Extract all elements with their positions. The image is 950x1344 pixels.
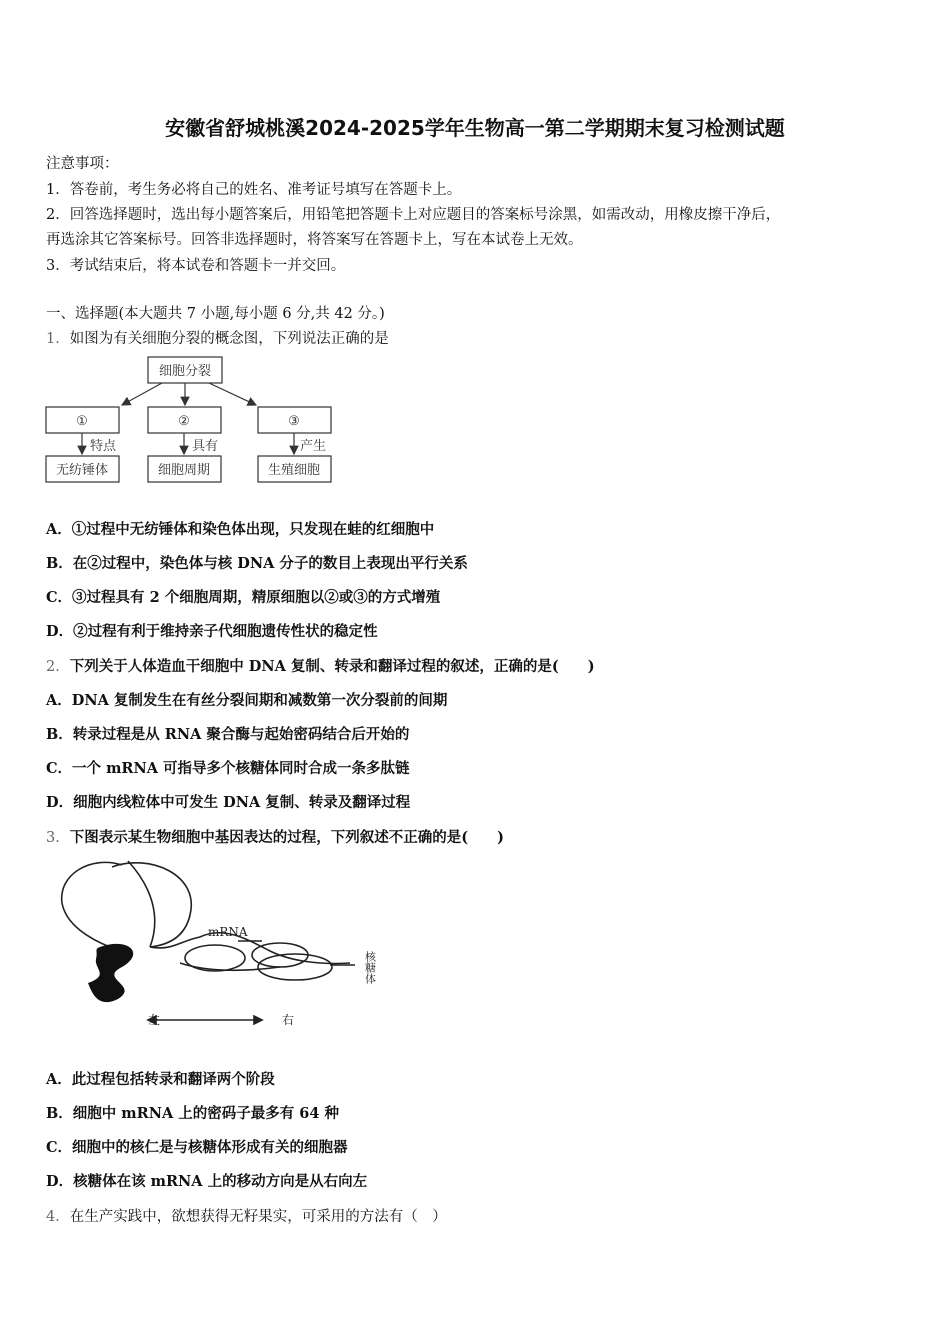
ribosome-shape — [258, 954, 332, 980]
option-c: C．③过程具有 2 个细胞周期，精原细胞以②或③的方式增殖 — [46, 589, 441, 606]
question-4-stem — [46, 1205, 447, 1226]
option-b: B．细胞中 mRNA 上的密码子最多有 64 种 — [46, 1105, 340, 1122]
option-a: A．DNA 复制发生在有丝分裂间期和减数第一次分裂前的间期 — [46, 692, 448, 709]
dna-loop — [112, 863, 191, 947]
diagram-leaf-label: 细胞周期 — [157, 463, 211, 478]
diagram-edge-label: 特点 — [90, 439, 117, 454]
option-b: B．转录过程是从 RNA 聚合酶与起始密码结合后开始的 — [46, 726, 410, 743]
gene-expression-figure — [50, 855, 390, 1035]
diagram-leaf-label: 无纺锤体 — [55, 463, 109, 478]
direction-arrow-head-right — [254, 1016, 262, 1024]
question-1-stem — [46, 327, 389, 348]
mrna-label: mRNA — [208, 925, 248, 939]
condensed-chromosome — [88, 944, 133, 1002]
question-number: 3． — [46, 830, 70, 846]
diagram-root-label: 细胞分裂 — [158, 364, 212, 379]
notice-heading: 注意事项： — [46, 156, 119, 172]
option-b: B．在②过程中，染色体与核 DNA 分子的数目上表现出平行关系 — [46, 555, 468, 572]
question-number: 1． — [46, 331, 70, 347]
option-a: A．此过程包括转录和翻译两个阶段 — [46, 1071, 275, 1088]
question-2-stem — [46, 655, 595, 676]
question-number: 4． — [46, 1209, 70, 1225]
option-c: C．一个 mRNA 可指导多个核糖体同时合成一条多肽链 — [46, 760, 410, 777]
notice-item: 1．答卷前，考生务必将自己的姓名、准考证号填写在答题卡上。 — [46, 182, 462, 198]
option-a: A．①过程中无纺锤体和染色体出现，只发现在蛙的红细胞中 — [46, 521, 435, 538]
diagram-edge-label: 具有 — [192, 439, 219, 454]
right-label: 右 — [282, 1013, 295, 1027]
option-d: D．细胞内线粒体中可发生 DNA 复制、转录及翻译过程 — [46, 794, 411, 811]
section-heading: 一、选择题(本大题共 7 小题,每小题 6 分,共 42 分。) — [46, 306, 385, 322]
ribosome-label: 核糖体 — [363, 951, 377, 984]
question-number: 2． — [46, 659, 70, 675]
page-title: 安徽省舒城桃溪2024-2025学年生物高一第二学期期末复习检测试题 — [165, 116, 785, 140]
diagram-node-label: ① — [76, 414, 88, 429]
dna-loop — [62, 862, 122, 947]
left-label: 左 — [148, 1013, 161, 1027]
cell-division-concept-diagram — [44, 355, 334, 490]
diagram-node-label: ② — [178, 414, 190, 429]
question-text: 下列关于人体造血干细胞中 DNA 复制、转录和翻译过程的叙述，正确的是( ) — [69, 658, 595, 675]
option-d: D．核糖体在该 mRNA 上的移动方向是从右向左 — [46, 1173, 368, 1190]
diagram-leaf-label: 生殖细胞 — [267, 463, 321, 478]
diagram-edge-label: 产生 — [300, 439, 327, 454]
question-text: 下图表示某生物细胞中基因表达的过程，下列叙述不正确的是( ) — [69, 829, 504, 846]
option-d: D．②过程有利于维持亲子代细胞遗传性状的稳定性 — [46, 623, 378, 640]
question-3-stem — [46, 826, 504, 847]
question-text: 在生产实践中，欲想获得无籽果实，可采用的方法有（ ） — [69, 1209, 447, 1225]
notice-item: 2．回答选择题时，选出每小题答案后，用铅笔把答题卡上对应题目的答案标号涂黑，如需改动，用橡皮擦干净后， — [46, 207, 781, 223]
question-text: 如图为有关细胞分裂的概念图，下列说法正确的是 — [69, 331, 389, 347]
notice-item: 再选涂其它答案标号。回答非选择题时，将答案写在答题卡上，写在本试卷上无效。 — [46, 232, 583, 248]
diagram-node-label: ③ — [288, 414, 300, 429]
dna-loop — [128, 861, 155, 947]
notice-item: 3．考试结束后，将本试卷和答题卡一并交回。 — [46, 258, 346, 274]
option-c: C．细胞中的核仁是与核糖体形成有关的细胞器 — [46, 1139, 348, 1156]
